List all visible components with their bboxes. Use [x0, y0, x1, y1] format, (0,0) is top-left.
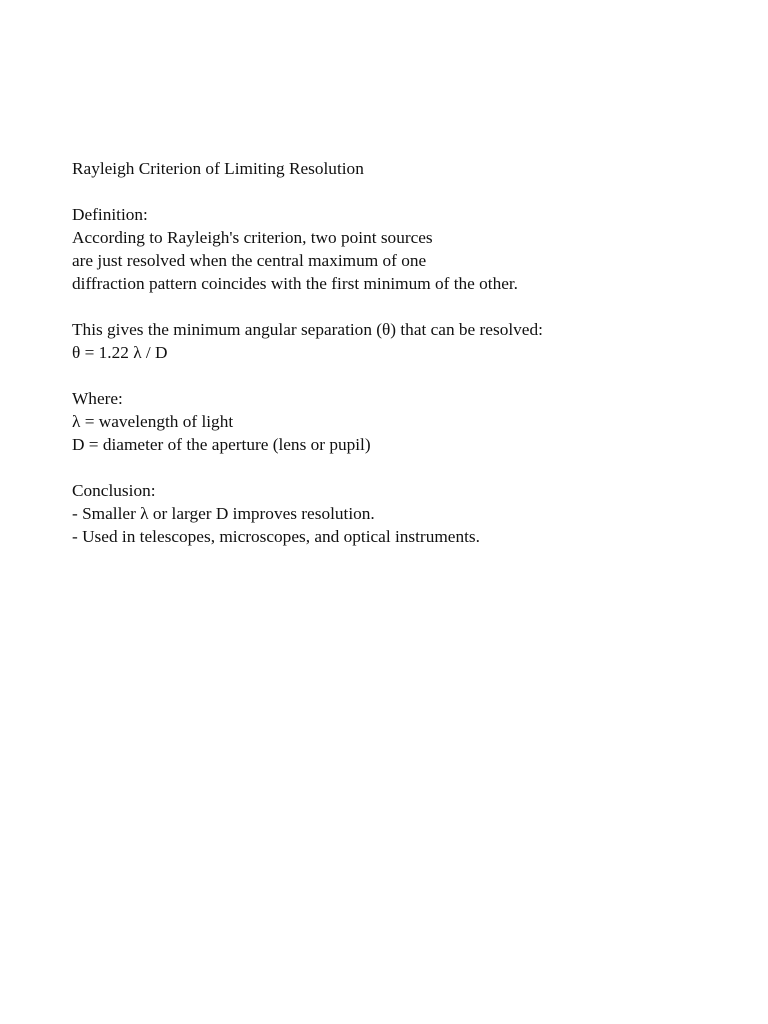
blank-line: [72, 295, 732, 318]
conclusion-line: - Smaller λ or larger D improves resolution.: [72, 504, 375, 523]
conclusion-line: - Used in telescopes, microscopes, and optical instruments.: [72, 527, 480, 546]
blank-line: [72, 180, 732, 203]
formula-equation: θ = 1.22 λ / D: [72, 343, 168, 362]
document-body: [72, 157, 732, 548]
where-heading: Where:: [72, 389, 123, 408]
conclusion-heading: Conclusion:: [72, 481, 156, 500]
where-line: λ = wavelength of light: [72, 412, 234, 431]
blank-line: [72, 456, 732, 479]
blank-line: [72, 364, 732, 387]
document-title: Rayleigh Criterion of Limiting Resolution: [72, 159, 364, 178]
definition-line: diffraction pattern coincides with the first minimum of the other.: [72, 274, 519, 293]
where-line: D = diameter of the aperture (lens or pupil): [72, 435, 371, 454]
formula-intro: This gives the minimum angular separation (θ) that can be resolved:: [72, 320, 543, 339]
definition-line: are just resolved when the central maximum of one: [72, 251, 427, 270]
definition-heading: Definition:: [72, 205, 148, 224]
definition-line: According to Rayleigh's criterion, two point sources: [72, 228, 433, 247]
